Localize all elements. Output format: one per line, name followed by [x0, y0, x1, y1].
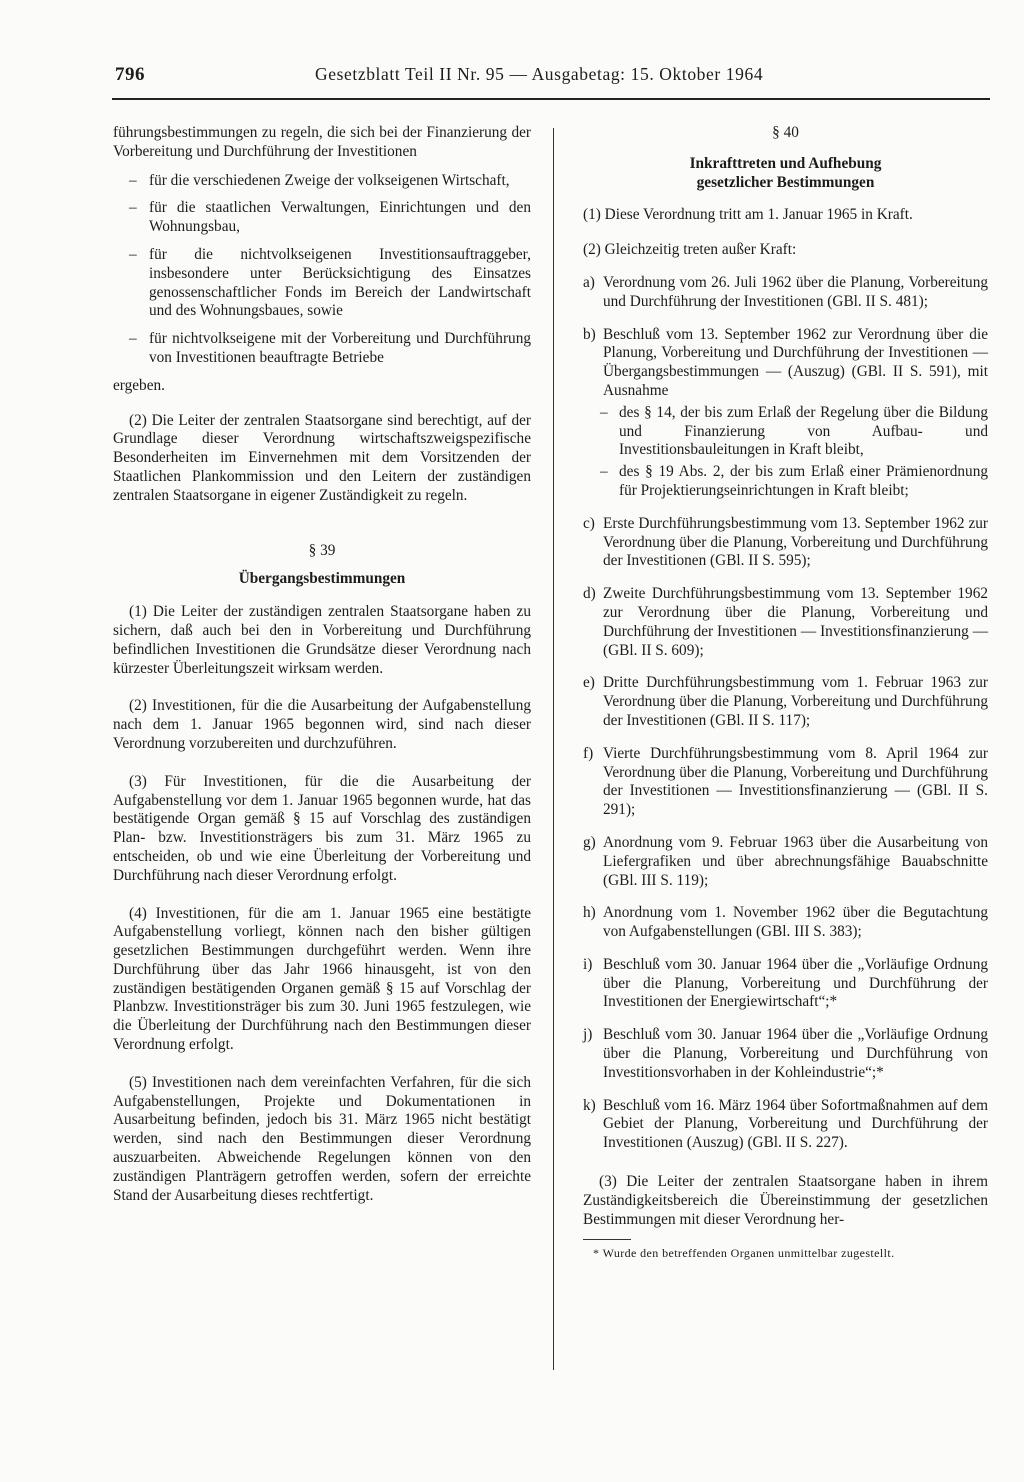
- intro-paragraph: führungsbestimmungen zu regeln, die sich bei der Finanzierung der Vorbereitung und Durchführung der Investitionen: [113, 124, 531, 160]
- repeal-item: f) Vierte Durchführungsbestimmung vom 8. April 1964 zur Verordnung über die Planung, Vorbereitung und Durchführung der Investitionen — Investitionsfinanzierung — (GBl. II S. 291);: [583, 744, 988, 819]
- section-40-paragraph-2: (2) Gleichzeitig treten außer Kraft:: [583, 241, 797, 259]
- right-column: [583, 124, 988, 1260]
- repeal-item: k) Beschluß vom 16. März 1964 über Sofortmaßnahmen auf dem Gebiet der Planung, Vorbereitung und Durchführung der Investitionen (Auszug) (GBl. II S. 227).: [583, 1096, 988, 1152]
- exception-item: – des § 14, der bis zum Erlaß der Regelung über die Bildung und Finanzierung von Aufbau- und Investitionsbauleitungen in Kraft bleibt,: [600, 403, 988, 459]
- repeal-item: i) Beschluß vom 30. Januar 1964 über die „Vorläufige Ordnung über die Planung, Vorbereitung und Durchführung der Investitionen der Energiewirtschaft“;*: [583, 955, 988, 1011]
- repeal-item: c) Erste Durchführungsbestimmung vom 13. September 1962 zur Verordnung über die Planung, Vorbereitung und Durchführung der Investitionen (GBl. II S. 595);: [583, 514, 988, 570]
- ergeben-line: ergeben.: [113, 376, 165, 394]
- repeal-item: j) Beschluß vom 30. Januar 1964 über die „Vorläufige Ordnung über die Planung, Vorbereitung und Durchführung von Investitionsvorhaben in der Kohleindustrie“;*: [583, 1026, 988, 1081]
- column-divider: [553, 128, 554, 1370]
- left-column: [113, 124, 531, 1205]
- section-39-title: Übergangsbestimmungen: [238, 570, 406, 588]
- repeal-item: e) Dritte Durchführungsbestimmung vom 1. Februar 1963 zur Verordnung über die Planung, Vorbereitung und Durchführung der Investitionen (GBl. II S. 117);: [583, 674, 988, 729]
- footnote: * Wurde den betreffenden Organen unmittelbar zugestellt.: [593, 1246, 895, 1261]
- repeal-item: b) Beschluß vom 13. September 1962 zur Verordnung über die Planung, Vorbereitung und Durchführung der Investitionen — Übergangsbestimmungen — (Auszug) (GBl. II S. 591), mit Ausnahme: [583, 325, 988, 399]
- section-40-paragraph-1: (1) Diese Verordnung tritt am 1. Januar 1965 in Kraft.: [583, 206, 913, 224]
- list-item: – für die verschiedenen Zweige der volkseigenen Wirtschaft,: [129, 171, 510, 189]
- paragraph-2: (2) Die Leiter der zentralen Staatsorgane sind berechtigt, auf der Grundlage dieser Verordnung wirtschaftszweigspezifische Besonderheiten im Einvernehmen mit dem Vorsitzenden der Staatlichen Plankommission und den Leitern der zuständigen zentralen Staatsorgane in eigener Zuständigkeit zu regeln.: [113, 411, 531, 504]
- repeal-item: d) Zweite Durchführungsbestimmung vom 13. September 1962 zur Verordnung über die Planung, Vorbereitung und Durchführung der Investitionen — Investitionsfinanzierung — (GBl. II S. 609);: [583, 585, 988, 659]
- exception-item: – des § 19 Abs. 2, der bis zum Erlaß einer Prämienordnung für Projektierungseinrichtungen in Kraft bleibt;: [600, 463, 988, 499]
- list-item: – für nichtvolkseigene mit der Vorbereitung und Durchführung von Investitionen beauftragte Betriebe: [129, 330, 531, 366]
- section-39-paragraph: (1) Die Leiter der zuständigen zentralen Staatsorgane haben zu sichern, daß auch bei den in Vorbereitung und Durchführung befindlichen Investitionen die Grundsätze dieser Verordnung nach kürzester Überleitungszeit wirksam werden.: [113, 603, 531, 677]
- header-rule: [112, 98, 990, 100]
- running-head: Gesetzblatt Teil II Nr. 95 — Ausgabetag: 15. Oktober 1964: [315, 64, 764, 84]
- repeal-item: a) Verordnung vom 26. Juli 1962 über die Planung, Vorbereitung und Durchführung der Investitionen (GBl. II S. 481);: [583, 273, 988, 310]
- list-item: – für die nichtvolkseigenen Investitionsauftraggeber, insbesondere unter Berücksichtigung des Einsatzes genossenschaftlicher Fonds im Bereich der Landwirtschaft und des Wohnungsbaues, sowie: [129, 245, 531, 320]
- section-40-paragraph-3: (3) Die Leiter der zentralen Staatsorgane haben in ihrem Zuständigkeitsbereich die Übereinstimmung der gesetzlichen Bestimmungen mit dieser Verordnung her-: [583, 1173, 988, 1228]
- section-39-paragraph: (3) Für Investitionen, für die die Ausarbeitung der Aufgabenstellung vor dem 1. Januar 1965 begonnen wurde, hat das bestätigende Organ gemäß § 15 auf Vorschlag des zuständigen Plan- bzw. Investitionsträgers bis zum 31. März 1965 zu entscheiden, ob und wie eine Überleitung der Vorbereitung und Durchführung nach dieser Verordnung erfolgt.: [113, 772, 531, 884]
- footnote-rule: [583, 1239, 631, 1240]
- section-40-title-line-1: Inkrafttreten und Aufhebung: [689, 154, 882, 172]
- repeal-item: g) Anordnung vom 9. Februar 1963 über die Ausarbeitung von Liefergrafiken und über abrechnungsfähige Bauabschnitte (GBl. III S. 119);: [583, 833, 988, 889]
- section-40-number: § 40: [772, 124, 799, 141]
- repeal-item: h) Anordnung vom 1. November 1962 über die Begutachtung von Aufgabenstellungen (GBl. III S. 383);: [583, 904, 988, 941]
- list-item: – für die staatlichen Verwaltungen, Einrichtungen und den Wohnungsbau,: [129, 199, 531, 236]
- section-39-paragraph: (5) Investitionen nach dem vereinfachten Verfahren, für die sich Aufgabenstellungen, Projekte und Dokumentationen in Ausarbeitung befinden, jedoch bis 31. März 1965 nicht bestätigt werden, sind nach den Bestimmungen dieser Verordnung auszuarbeiten. Abweichende Regelungen können von den zuständigen Planträgern getroffen werden, sofern der erreichte Stand der Ausarbeitung dieses rechtfertigt.: [113, 1073, 531, 1204]
- section-40-title-line-2: gesetzlicher Bestimmungen: [696, 173, 875, 191]
- page-header: [115, 64, 987, 94]
- page-number: 796: [115, 64, 145, 85]
- section-39-paragraph: (4) Investitionen, für die am 1. Januar 1965 eine bestätigte Aufgabenstellung vorliegt, können nach den bisher gültigen gesetzlichen Bestimmungen durchgeführt werden. Wenn ihre Durchführung über das Jahr 1966 hinausgeht, ist von den zuständigen bestätigenden Organen gemäß § 15 auf Vorschlag der Planbzw. Investitionsträger bis zum 30. Juni 1965 festzulegen, wie die Überleitung der Durchführung nach den Bestimmungen dieser Verordnung erfolgt.: [113, 904, 531, 1054]
- section-39-number: § 39: [308, 541, 336, 559]
- section-39-paragraph: (2) Investitionen, für die die Ausarbeitung der Aufgabenstellung nach dem 1. Januar 1965 begonnen wird, sind nach dieser Verordnung vorzubereiten und durchzuführen.: [113, 697, 531, 752]
